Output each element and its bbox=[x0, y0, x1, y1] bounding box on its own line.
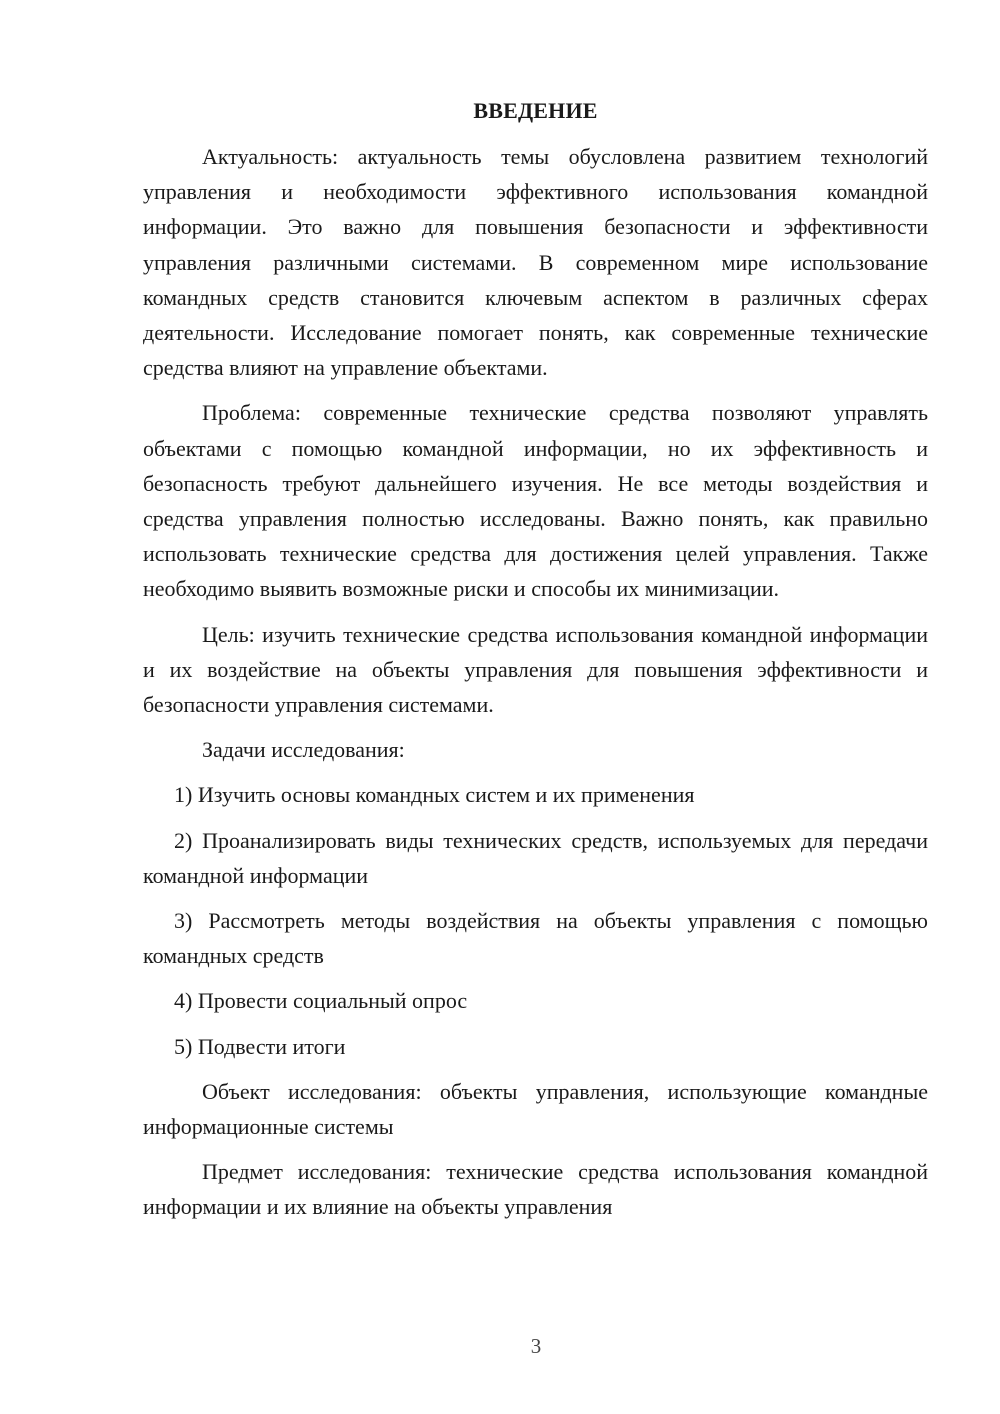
task-item-5: 5) Подвести итоги bbox=[174, 1033, 346, 1059]
paragraph-research-subject: Предмет исследования: технические средства использования командной информации и их влияние на объекты управления bbox=[143, 1159, 928, 1220]
task-item-2: 2) Проанализировать виды технических средств, используемых для передачи командной информации bbox=[143, 827, 928, 888]
task-item-1: 1) Изучить основы командных систем и их применения bbox=[174, 782, 695, 808]
page-number: 3 bbox=[530, 1334, 542, 1358]
task-item-3: 3) Рассмотреть методы воздействия на объекты управления с помощью командных средств bbox=[143, 908, 928, 969]
page-title: ВВЕДЕНИЕ bbox=[473, 98, 598, 123]
task-item-4: 4) Провести социальный опрос bbox=[174, 988, 468, 1014]
paragraph-goal: Цель: изучить технические средства использования командной информации и их воздействие на объекты управления для повышения эффективности и безопасности управления системами. bbox=[143, 621, 928, 718]
page-content bbox=[143, 96, 928, 1235]
paragraph-research-object: Объект исследования: объекты управления, использующие командные информационные системы bbox=[143, 1078, 928, 1140]
tasks-heading: Задачи исследования: bbox=[202, 737, 405, 763]
paragraph-relevance: Актуальность: актуальность темы обусловлена развитием технологий управления и необходимости эффективного использования командной информации. Это важно для повышения безопасности и эффективности управления различными системами. В современном мире использование командных средств становится ключевым аспектом в различных сферах деятельности. Исследование помогает понять, как современные технические средства влияют на управление объектами. bbox=[143, 144, 928, 381]
paragraph-problem: Проблема: современные технические средства позволяют управлять объектами с помощью командной информации, но их эффективность и безопасность требуют дальнейшего изучения. Не все методы воздействия и средства управления полностью исследованы. Важно понять, как правильно использовать технические средства для достижения целей управления. Также необходимо выявить возможные риски и способы их минимизации. bbox=[143, 400, 928, 602]
